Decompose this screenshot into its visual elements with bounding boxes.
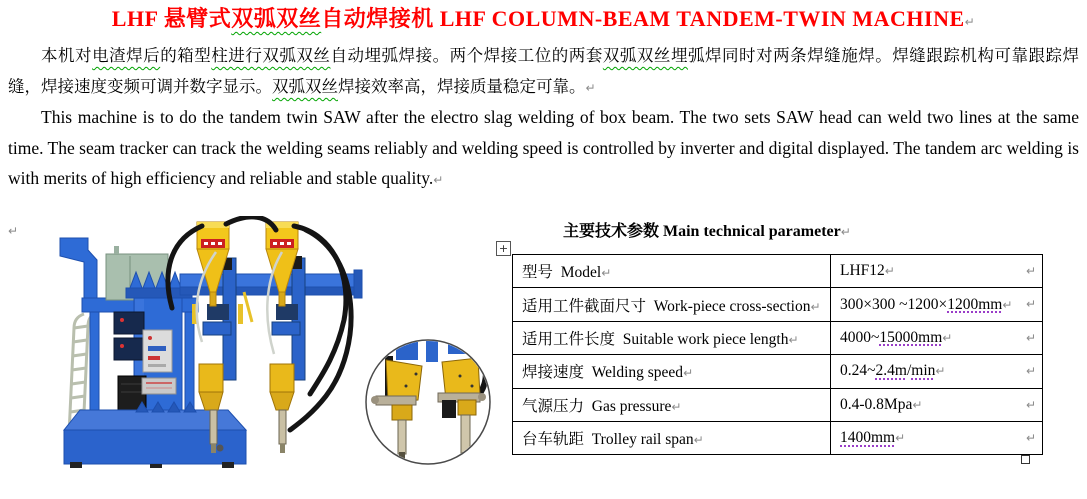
cn-text-wavy: 双弧双丝 xyxy=(272,77,338,96)
value-text-dotted: 1400mm xyxy=(840,429,896,447)
value-text-dotted: 2.4m xyxy=(875,362,907,380)
table-row xyxy=(513,321,1043,354)
cn-text-wavy: 双弧双丝埋 xyxy=(602,46,688,65)
title-text: LHF 悬臂式 xyxy=(111,6,232,31)
section-heading-text: 主要技术参数 Main technical parameter xyxy=(563,223,841,240)
move-handle-icon: + xyxy=(498,242,509,255)
param-cell[interactable] xyxy=(513,388,831,421)
section-heading xyxy=(547,200,851,259)
intro-paragraph-cn xyxy=(8,40,1079,104)
cn-text-wavy: 电渣焊后 xyxy=(92,46,161,65)
cell-mark: ↵ xyxy=(942,330,953,345)
param-text: 台车轨距 Trolley rail span xyxy=(522,431,694,449)
cell-mark: ↵ xyxy=(884,264,895,279)
detail-inset xyxy=(366,334,490,464)
machine-illustration xyxy=(30,216,500,468)
cell-mark: ↵ xyxy=(810,299,821,314)
cell-mark: ↵ xyxy=(935,364,946,379)
cell-mark: ↵ xyxy=(912,397,923,412)
row-end-mark: ↵ xyxy=(1026,397,1037,412)
value-text: LHF12 xyxy=(840,262,885,280)
value-cell[interactable] xyxy=(831,388,1043,421)
cell-mark: ↵ xyxy=(1002,297,1013,312)
machine-base xyxy=(64,402,246,468)
value-text: 0.4-0.8Mpa xyxy=(840,395,913,413)
value-cell[interactable] xyxy=(831,421,1043,454)
row-end-marks xyxy=(1026,254,1040,455)
value-text-dotted: 1200mm xyxy=(947,295,1003,313)
row-end-mark: ↵ xyxy=(1026,330,1037,345)
row-end-mark: ↵ xyxy=(1026,364,1037,379)
value-cell[interactable] xyxy=(831,255,1043,288)
en-text: This machine is to do the tandem twin SAW after the electro slag welding of box beam. The two sets SAW head can weld two lines at the same time. The seam tracker can track the welding seams reliably and welding speed is controlled by inverter and digital displayed. The tandem arc welding is with merits of high efficiency and reliable and stable quality. xyxy=(8,107,1079,188)
table-row xyxy=(513,288,1043,321)
param-text: 型号 Model xyxy=(522,264,602,282)
value-text-dotted: min xyxy=(911,362,936,380)
value-cell[interactable] xyxy=(831,288,1043,321)
row-end-mark: ↵ xyxy=(1026,263,1037,278)
cn-text: 自动埋弧焊接。两个焊接工位的两套 xyxy=(330,46,603,65)
param-cell[interactable] xyxy=(513,288,831,321)
param-cell[interactable] xyxy=(513,355,831,388)
value-text-dotted: 15000mm xyxy=(879,328,943,346)
title-text: 自动焊接机 LHF COLUMN-BEAM TANDEM-TWIN MACHINE xyxy=(321,6,965,31)
value-text: 300×300 ~1200× xyxy=(840,295,948,313)
cn-text-wavy: 柱进行双弧双丝 xyxy=(211,46,331,65)
table-resize-handle[interactable] xyxy=(1021,455,1030,464)
cell-mark: ↵ xyxy=(671,399,682,414)
hoses xyxy=(192,252,282,354)
cn-text: 弧焊同时对两条焊缝施焊。焊缝跟踪机构可靠跟踪焊缝，焊接速度变频可调并数字显示。 xyxy=(8,46,1080,96)
param-cell[interactable] xyxy=(513,321,831,354)
spec-table xyxy=(512,254,1043,455)
cn-text: 的箱型 xyxy=(160,46,212,65)
page-title xyxy=(0,2,1087,33)
table-row xyxy=(513,421,1043,454)
paragraph-mark: ↵ xyxy=(585,81,596,95)
spec-table-body xyxy=(513,255,1043,455)
value-text: / xyxy=(906,362,912,380)
param-cell[interactable] xyxy=(513,255,831,288)
paragraph-mark: ↵ xyxy=(433,173,444,187)
value-text: 0.24~ xyxy=(840,362,876,380)
param-cell[interactable] xyxy=(513,421,831,454)
value-cell[interactable] xyxy=(831,321,1043,354)
cn-text: 焊接效率高，焊接质量稳定可靠。 xyxy=(338,77,586,96)
cell-mark: ↵ xyxy=(601,266,612,281)
param-text: 焊接速度 Welding speed xyxy=(522,364,684,382)
cell-mark: ↵ xyxy=(788,332,799,347)
title-text-wavy: 双弧双丝 xyxy=(231,6,322,31)
table-row xyxy=(513,388,1043,421)
cn-text: 本机对 xyxy=(41,46,93,65)
paragraph-mark: ↵ xyxy=(964,15,976,29)
param-text: 气源压力 Gas pressure xyxy=(522,397,672,415)
cell-mark: ↵ xyxy=(693,433,704,448)
empty-paragraph-mark: ↵ xyxy=(8,224,19,238)
param-text: 适用工件截面尺寸 Work-piece cross-section xyxy=(522,297,811,315)
table-row xyxy=(513,255,1043,288)
intro-paragraph-en xyxy=(8,102,1079,196)
value-cell[interactable] xyxy=(831,355,1043,388)
cell-mark: ↵ xyxy=(683,366,694,381)
table-row xyxy=(513,355,1043,388)
value-text: 4000~ xyxy=(840,328,880,346)
row-end-mark: ↵ xyxy=(1026,431,1037,446)
row-end-mark: ↵ xyxy=(1026,297,1037,312)
param-text: 适用工件长度 Suitable work piece length xyxy=(522,330,789,348)
support-arm xyxy=(60,238,97,300)
control-panel xyxy=(142,330,176,394)
cell-mark: ↵ xyxy=(895,431,906,446)
paragraph-mark: ↵ xyxy=(840,225,851,239)
machine-photo[interactable] xyxy=(30,216,500,468)
